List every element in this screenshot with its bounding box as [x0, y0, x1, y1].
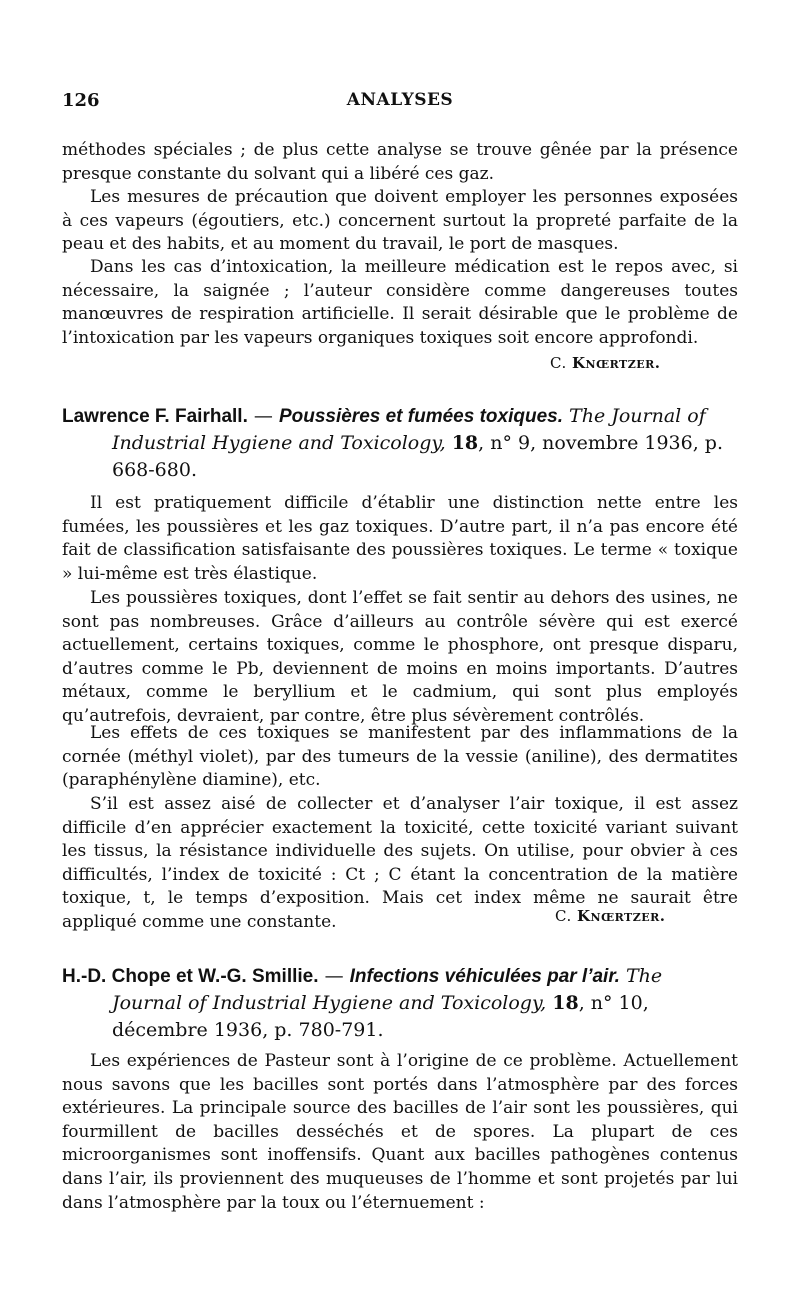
paragraph: Les effets de ces toxiques se manifestent par des inflammations de la cornée (méthyl violet), par des tumeurs de la vessie (aniline), des dermatites (paraphénylène diamine), etc.	[62, 723, 738, 791]
paragraph: méthodes spéciales ; de plus cette analyse se trouve gênée par la présence presque constante du solvant qui a libéré ces gaz.	[62, 140, 738, 184]
reference-details: , n° 10, décembre 1936, p. 780-791.	[112, 992, 649, 1041]
running-title: ANALYSES	[346, 90, 454, 110]
paragraph: Dans les cas d’intoxication, la meilleure médication est le repos avec, si nécessaire, la saignée ; l’auteur considère comme dangereuses toutes manœuvres de respiration artificielle. Il serait désirable que le problème de l’intoxication par les vapeurs organiques toxiques soit encore approfondi.	[62, 257, 738, 348]
paragraph: Il est pratiquement difficile d’établir une distinction nette entre les fumées, les poussières et les gaz toxiques. D’autre part, il n’a pas encore été fait de classification satisfaisante des poussières toxiques. Le terme « toxique » lui-même est très élastique.	[62, 493, 738, 584]
reference-volume: 18	[451, 432, 479, 454]
signature: C. Knœrtzer.	[555, 907, 666, 925]
paragraph: S’il est assez aisé de collecter et d’analyser l’air toxique, il est assez difficile d’en apprécier exactement la toxicité, cette toxicité variant suivant les tissus, la résistance individuelle des sujets. On utilise, pour obvier à ces difficultés, l’index de toxicité : Ct ; C étant la concentration de la matière toxique, t, le temps d’exposition. Mais cet index même ne saurait être appliqué comme une constante.	[62, 794, 738, 932]
reference-author: Lawrence F. Fairhall.	[62, 406, 248, 427]
reference-author: H.-D. Chope et W.-G. Smillie.	[62, 966, 319, 987]
signature-name: Knœrtzer.	[577, 907, 666, 925]
reference-citation: H.-D. Chope et W.-G. Smillie. — Infections véhiculées par l’air. The Journal of Industrial Hygiene and Toxicology, 18, n° 10, décembre 1936, p. 780-791.	[62, 965, 663, 1041]
signature: C. Knœrtzer.	[550, 354, 661, 372]
paragraph: Les mesures de précaution que doivent employer les personnes exposées à ces vapeurs (égoutiers, etc.) concernent surtout la propreté parfaite de la peau et des habits, et au moment du travail, le port de masques.	[62, 187, 738, 255]
reference-citation: Lawrence F. Fairhall. — Poussières et fumées toxiques. The Journal of Industrial Hygiene and Toxicology, 18, n° 9, novembre 1936, p. 668-680.	[62, 405, 723, 481]
reference-title: Poussières et fumées toxiques.	[278, 406, 563, 427]
page-header	[62, 90, 738, 120]
reference-details: , n° 9, novembre 1936, p. 668-680.	[112, 432, 723, 481]
paragraph: Les poussières toxiques, dont l’effet se fait sentir au dehors des usines, ne sont pas nombreuses. Grâce d’ailleurs au contrôle sévère qui est exercé actuellement, certains toxiques, comme le phosphore, ont presque disparu, d’autres comme le Pb, deviennent de moins en moins importants. D’autres métaux, comme le beryllium et le cadmium, qui sont plus employés qu’autrefois, devraient, par contre, être plus sévèrement contrôlés.	[62, 588, 738, 726]
reference-journal: The Journal of Industrial Hygiene and Toxicology,	[112, 405, 706, 454]
page-number: 126	[62, 90, 100, 111]
reference-title: Infections véhiculées par l’air.	[349, 966, 620, 987]
paragraph: Les expériences de Pasteur sont à l’origine de ce problème. Actuellement nous savons que les bacilles sont portés dans l’atmosphère par des forces extérieures. La principale source des bacilles de l’air sont les poussières, qui fourmillent de bacilles desséchés et de spores. La plupart de ces microorganismes sont inoffensifs. Quant aux bacilles pathogènes contenus dans l’air, ils proviennent des muqueuses de l’homme et sont projetés par lui dans l’atmosphère par la toux ou l’éternuement :	[62, 1051, 738, 1213]
reference-volume: 18	[552, 992, 579, 1014]
signature-name: Knœrtzer.	[572, 354, 661, 372]
reference-journal: The Journal of Industrial Hygiene and Toxicology,	[112, 965, 663, 1014]
